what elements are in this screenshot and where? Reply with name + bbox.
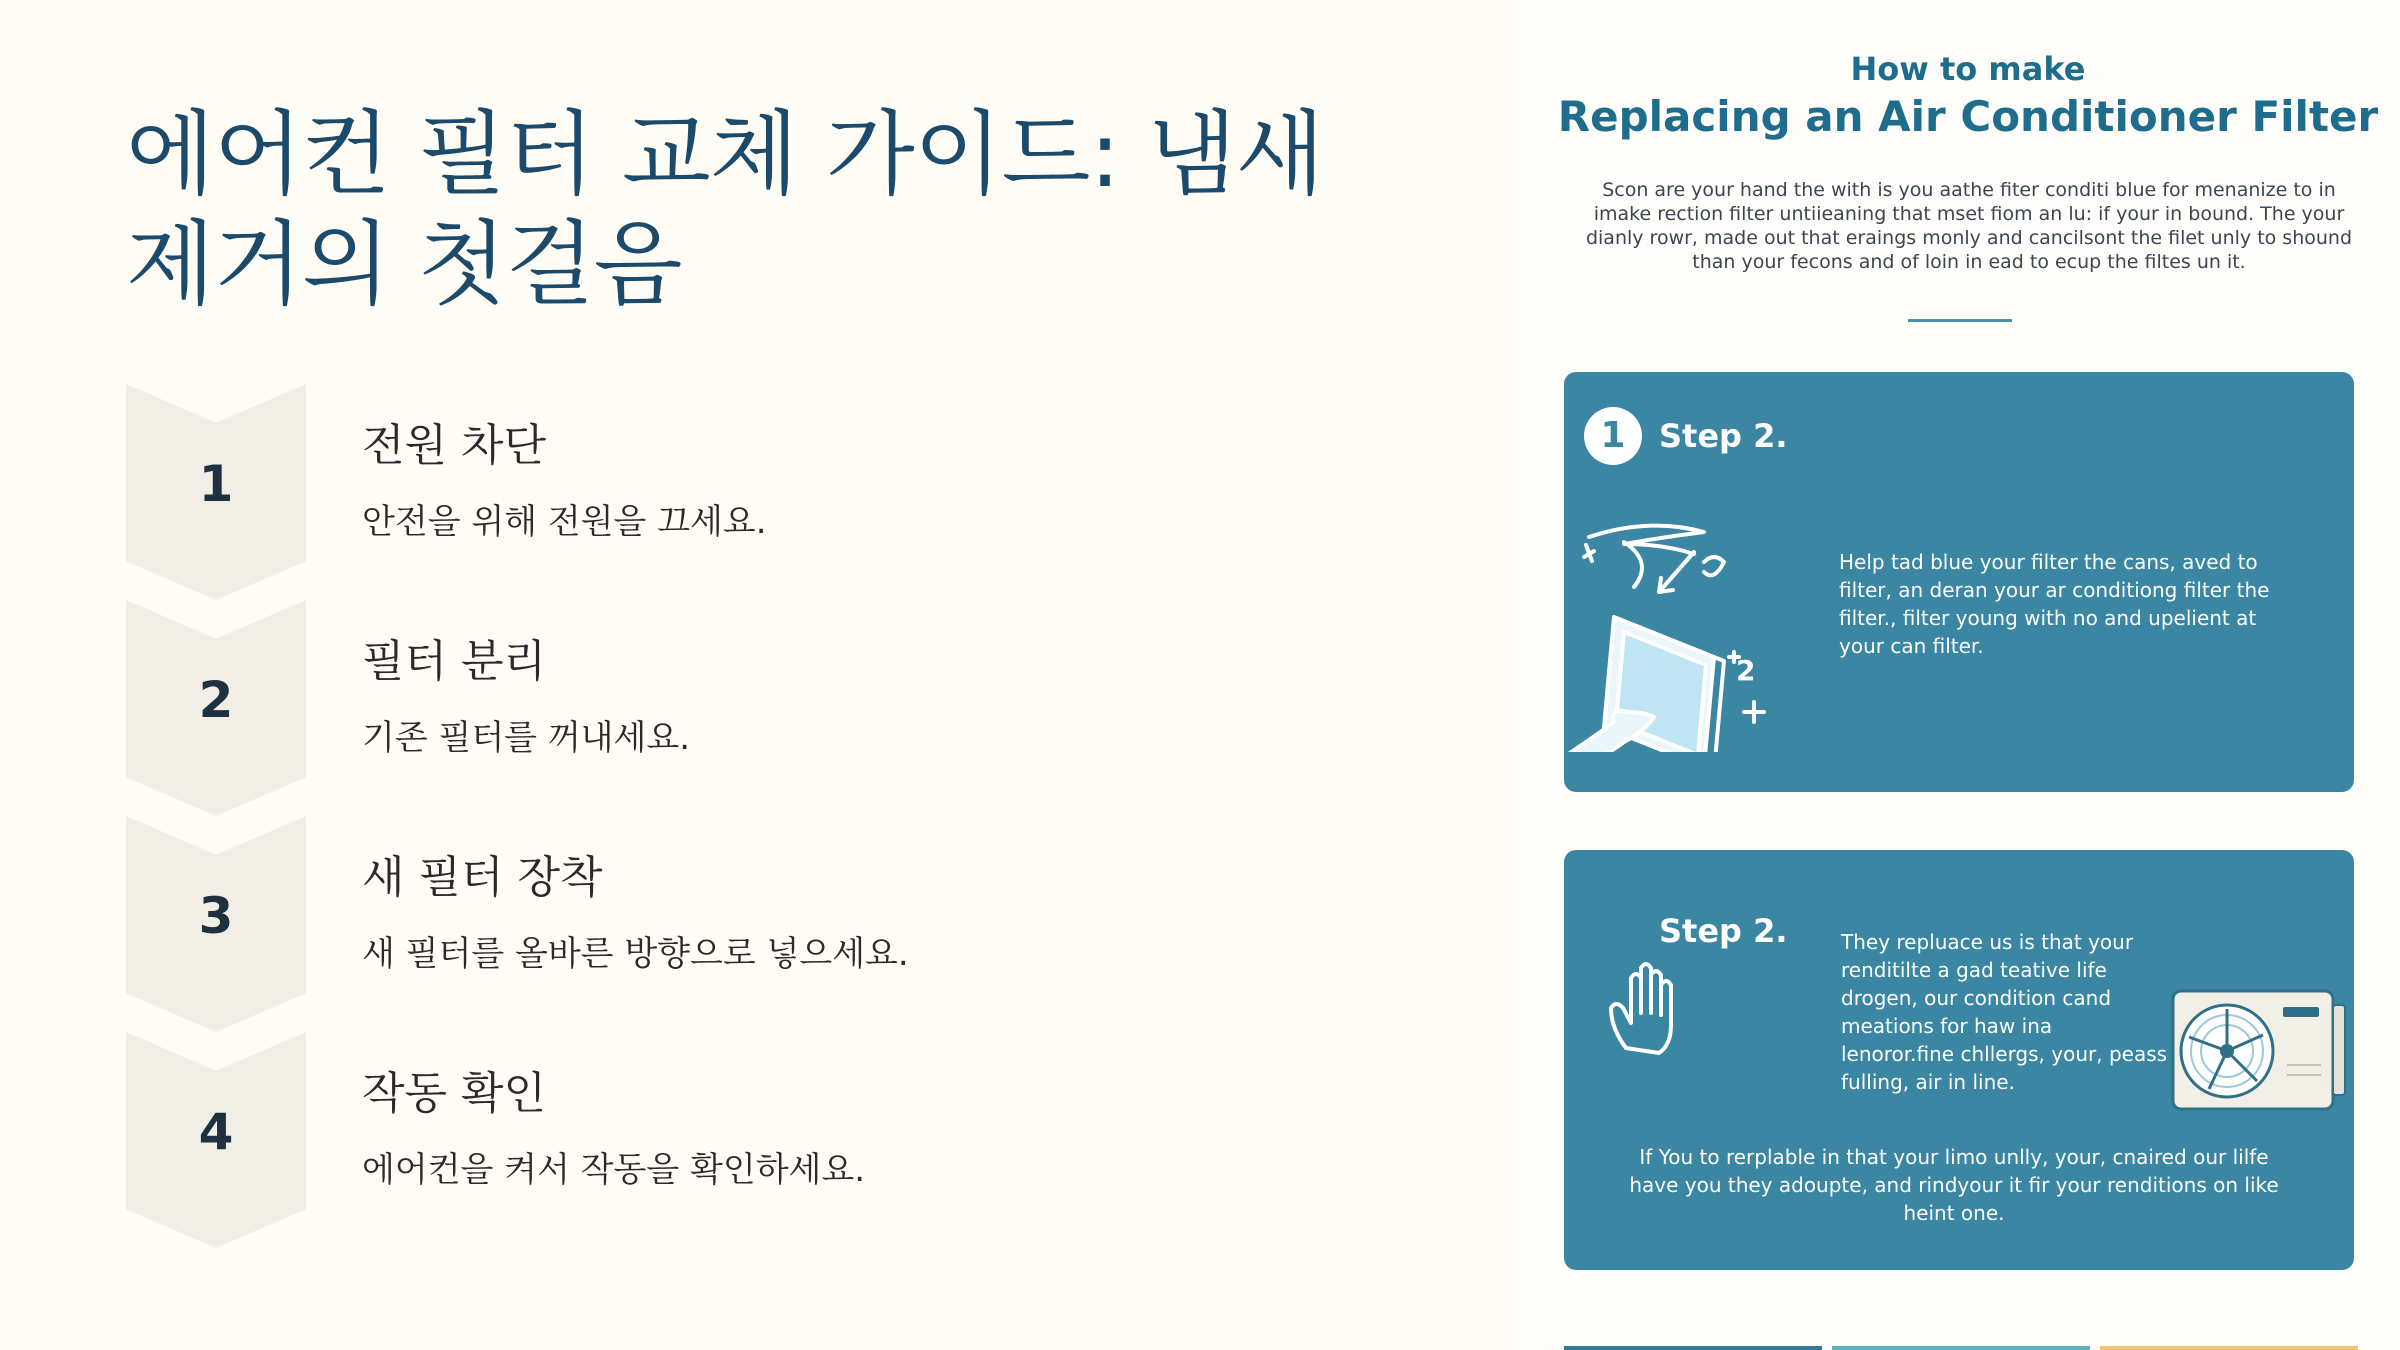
panel-title: Replacing an Air Conditioner Filter bbox=[1557, 92, 2379, 141]
color-strip bbox=[1564, 1346, 1822, 1350]
step-number: 4 bbox=[198, 1103, 234, 1161]
step-item bbox=[126, 1032, 1426, 1248]
step-item bbox=[126, 816, 1426, 1032]
step-number-badge: 1 bbox=[1584, 407, 1642, 465]
step-card-footer: If You to rerplable in that your limo unlly, your, cnaired our lilfe have you they adoupte, and rindyour it fir your renditions on like heint one. bbox=[1629, 1145, 2279, 1225]
color-strip bbox=[2100, 1346, 2358, 1350]
step-card-2 bbox=[1564, 850, 2354, 1270]
panel-divider bbox=[1908, 319, 2012, 322]
step-card-1 bbox=[1564, 372, 2354, 792]
arrow-icon bbox=[1659, 552, 1694, 592]
slide-title: 에어컨 필터 교체 가이드: 냄새 제거의 첫걸음 bbox=[126, 101, 1324, 318]
step-label: Step 2. bbox=[1659, 417, 1788, 455]
airflow-swirl-icon bbox=[1589, 526, 1704, 554]
airflow-swirl-icon bbox=[1624, 542, 1642, 587]
panel-intro: Scon are your hand the with is you aathe fiter conditi blue for menanize to in imake rection filter untiieaning that mset fiom an lu: if your in bound. The your dianly rowr, made out that eraings monly and cancilsont the filet unly to shound than your fecons and of loin in ead to ecup the filtes un it. bbox=[1585, 179, 2353, 273]
sparkle-icon bbox=[1744, 702, 1764, 722]
step-number: 1 bbox=[198, 455, 234, 513]
hand-icon bbox=[1606, 958, 1696, 1058]
step-title: 필터 분리 bbox=[362, 636, 547, 687]
step-label: Step 2. bbox=[1659, 912, 1788, 950]
sketch-mark: 2 bbox=[1736, 654, 1756, 687]
step-title: 작동 확인 bbox=[362, 1068, 547, 1119]
step-item bbox=[126, 384, 1426, 600]
step-number: 2 bbox=[198, 671, 234, 729]
step-title: 새 필터 장착 bbox=[362, 852, 603, 903]
step-number: 3 bbox=[198, 887, 234, 945]
filter-insert-illustration bbox=[1564, 502, 1804, 752]
step-description: 안전을 위해 전원을 끄세요. bbox=[362, 502, 767, 542]
steps-list bbox=[126, 384, 1426, 1248]
step-item bbox=[126, 600, 1426, 816]
step-title: 전원 차단 bbox=[362, 420, 547, 471]
sparkle-icon bbox=[1584, 545, 1594, 561]
step-description: 기존 필터를 꺼내세요. bbox=[362, 718, 691, 758]
ac-outdoor-unit-icon bbox=[2169, 985, 2349, 1120]
step-description: 새 필터를 올바른 방향으로 넣으세요. bbox=[362, 934, 909, 974]
step-card-text: They repluace us is that your renditilte a gad teative life drogen, our condition cand meations for haw ina lenoror.fine chllergs, your, peass fulling, air in line. bbox=[1841, 930, 2168, 1094]
step-description: 에어컨을 켜서 작동을 확인하세요. bbox=[362, 1150, 866, 1190]
panel-subtitle: How to make bbox=[1850, 50, 2086, 88]
step-card-text: Help tad blue your filter the cans, aved to filter, an deran your ar conditiong filter the filter., filter young with no and upelient at your can filter. bbox=[1839, 550, 2270, 658]
color-strip bbox=[1832, 1346, 2090, 1350]
swirl-icon bbox=[1704, 557, 1724, 575]
illustration-panel bbox=[1508, 0, 2400, 1350]
